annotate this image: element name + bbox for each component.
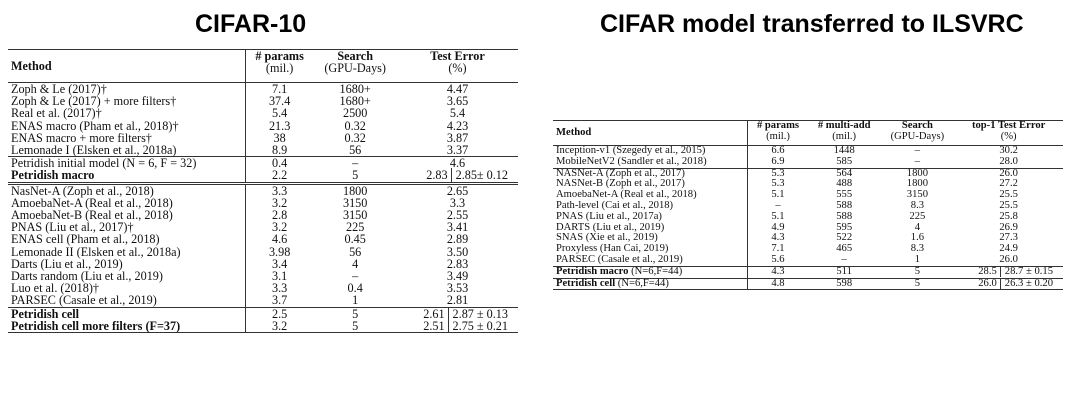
method-name: PNAS (Liu et al., 2017)† <box>11 220 134 235</box>
method-name: Petridish initial model (N = 6, F = 32) <box>11 156 197 171</box>
error-best: 26.0 <box>999 254 1018 266</box>
search-cell: 3150 <box>342 195 368 210</box>
error-best: 28.0 <box>999 155 1018 167</box>
params-cell: 7.1 <box>272 82 288 96</box>
error-best: 3.3 <box>449 195 466 210</box>
header-test-error: Test Error (%) <box>430 49 485 76</box>
params-cell: 5.1 <box>771 210 785 222</box>
error-best: 25.5 <box>999 200 1018 212</box>
params-cell: 5.1 <box>771 189 785 201</box>
error-mean-std: 28.7 ± 0.15 <box>1000 266 1053 277</box>
params-cell: 3.4 <box>272 256 288 271</box>
method-name: SNAS (Xie et al., 2019) <box>556 232 658 244</box>
params-cell: 5.3 <box>748 168 808 179</box>
params-cell: 2.2 <box>272 168 288 183</box>
method-name: Zoph & Le (2017) + more filters† <box>11 94 177 109</box>
search-cell: 1680+ <box>339 94 371 109</box>
method-name: Lemonade I (Elsken et al., 2018a) <box>11 143 177 158</box>
multi-add-cell: 511 <box>808 266 881 278</box>
multi-add-cell: 465 <box>836 243 853 255</box>
method-cell <box>553 278 748 290</box>
error-best: 5.4 <box>449 106 466 121</box>
search-cell: 1800 <box>313 183 397 197</box>
search-cell: 5 <box>881 278 955 290</box>
params-cell: 3.2 <box>272 195 288 210</box>
error-cell <box>954 266 1063 278</box>
method-cell <box>8 183 245 197</box>
error-best: 4.6 <box>449 156 466 171</box>
method-name: PARSEC (Casale et al., 2019) <box>556 254 683 266</box>
error-cell <box>954 278 1063 290</box>
error-best: 3.49 <box>446 269 469 284</box>
multi-add-cell: 588 <box>836 210 853 222</box>
method-cell <box>8 294 245 307</box>
table-row <box>553 266 1063 278</box>
error-best: 3.50 <box>446 244 469 259</box>
method-name: AmoebaNet-B (Real et al., 2018) <box>11 208 173 223</box>
search-cell: 56 <box>349 143 362 158</box>
search-cell: 0.45 <box>344 232 366 247</box>
ilsvrc-heading: CIFAR model transferred to ILSVRC <box>600 10 1024 38</box>
header-search: Search (GPU-Days) <box>890 120 945 142</box>
multi-add-cell: 522 <box>836 232 853 244</box>
method-config: (N=6,F=44) <box>628 265 683 277</box>
error-cell <box>954 157 1063 168</box>
search-cell: 225 <box>909 210 926 222</box>
params-cell: 5.4 <box>272 106 288 121</box>
search-cell: 0.32 <box>344 130 366 145</box>
params-cell: 3.2 <box>272 318 288 333</box>
method-name: ENAS macro (Pham et al., 2018)† <box>11 118 179 133</box>
error-mean-std: 26.3 ± 0.20 <box>1000 278 1053 289</box>
table-row <box>8 169 518 183</box>
error-best: 27.3 <box>999 232 1018 244</box>
params-cell: 3.2 <box>272 220 288 235</box>
table-row <box>8 183 518 197</box>
method-cell <box>8 320 245 333</box>
ilsvrc-table-body <box>553 146 1063 290</box>
multi-add-cell: 488 <box>836 178 853 190</box>
method-cell <box>8 144 245 157</box>
search-cell: 5 <box>352 168 359 183</box>
method-cell <box>553 266 748 278</box>
method-name: Inception-v1 (Szegedy et al., 2015) <box>556 145 706 157</box>
table-row <box>553 157 1063 168</box>
error-best: 3.37 <box>446 143 469 158</box>
error-best: 26.9 <box>999 221 1018 233</box>
params-cell: 7.1 <box>771 243 785 255</box>
header-method: Method <box>8 50 245 83</box>
method-name: Petridish cell <box>11 306 80 321</box>
table-row <box>8 320 518 333</box>
method-name: Darts (Liu et al., 2019) <box>11 256 123 271</box>
header-search: Search (GPU-Days) <box>324 49 386 76</box>
error-mean-std: 2.85± 0.12 <box>451 168 508 182</box>
table-row <box>8 294 518 307</box>
method-name: NASNet-A (Zoph et al., 2017) <box>556 167 685 179</box>
search-cell: 1800 <box>906 178 928 190</box>
params-cell: 3.3 <box>245 183 313 197</box>
params-cell: 6.6 <box>771 145 785 157</box>
multi-add-cell: – <box>841 254 847 266</box>
params-cell: 3.3 <box>272 281 288 296</box>
error-best: 3.53 <box>446 281 469 296</box>
search-cell: 2500 <box>342 106 368 121</box>
method-name: AmoebaNet-A (Real et al., 2018) <box>11 195 173 210</box>
table-row <box>553 278 1063 290</box>
error-mean-std: 2.75 ± 0.21 <box>448 319 508 333</box>
method-name: NasNet-A (Zoph et al., 2018) <box>11 183 154 198</box>
params-cell: 2.5 <box>245 307 313 320</box>
error-cell <box>954 255 1063 266</box>
params-cell: 37.4 <box>268 94 291 109</box>
error-best: 3.87 <box>446 130 469 145</box>
multi-add-cell: 585 <box>836 155 853 167</box>
search-cell: 0.32 <box>344 118 366 133</box>
error-mean-std: 2.87 ± 0.13 <box>448 307 508 321</box>
header-params: # params (mil.) <box>756 120 800 142</box>
header-top1-error: top-1 Test Error (%) <box>971 120 1046 142</box>
params-cell: 21.3 <box>268 118 291 133</box>
error-best: 27.2 <box>999 178 1018 190</box>
error-best: 4.23 <box>446 118 469 133</box>
params-cell: 5.6 <box>771 254 785 266</box>
table-row <box>8 144 518 157</box>
header-params: # params (mil.) <box>255 49 304 76</box>
params-cell: 6.9 <box>771 155 785 167</box>
search-cell: 5 <box>881 266 955 278</box>
search-cell: 5 <box>313 307 397 320</box>
method-name: Petridish cell <box>556 277 616 289</box>
cifar10-table-body <box>8 83 518 333</box>
multi-add-cell: 588 <box>836 200 853 212</box>
error-best: 26.0 <box>999 167 1018 179</box>
search-cell: 1680+ <box>339 82 371 96</box>
method-name: DARTS (Liu et al., 2019) <box>556 221 665 233</box>
multi-add-cell: 595 <box>836 221 853 233</box>
search-cell: 1 <box>352 293 359 308</box>
multi-add-cell: 1448 <box>833 145 855 157</box>
method-name: Lemonade II (Elsken et al., 2018a) <box>11 244 181 259</box>
search-cell: 1 <box>914 254 921 266</box>
method-name: PARSEC (Casale et al., 2019) <box>11 293 157 308</box>
params-cell: – <box>775 200 781 212</box>
params-cell: 8.9 <box>272 143 288 158</box>
method-name: Luo et al. (2018)† <box>11 281 99 296</box>
table-row <box>553 255 1063 266</box>
cifar10-heading: CIFAR-10 <box>195 10 307 38</box>
error-best: 28.5 <box>978 265 997 277</box>
search-cell: – <box>914 155 921 167</box>
method-name: Petridish macro <box>11 168 95 183</box>
method-name: Proxyless (Han Cai, 2019) <box>556 243 669 255</box>
params-cell: 4.3 <box>771 232 785 244</box>
params-cell: 3.7 <box>272 293 288 308</box>
table-header-row <box>8 50 518 83</box>
error-cell <box>397 320 518 333</box>
error-best: 30.2 <box>999 145 1018 157</box>
search-cell: 4 <box>914 221 921 233</box>
search-cell: 8.3 <box>910 200 925 212</box>
error-best: 2.83 <box>446 256 469 271</box>
method-name: AmoebaNet-A (Real et al., 2018) <box>556 189 697 201</box>
error-best: 4.47 <box>446 82 469 96</box>
multi-add-cell: 598 <box>808 278 881 290</box>
error-best: 25.5 <box>999 189 1018 201</box>
multi-add-cell: 555 <box>836 189 853 201</box>
params-cell: 5.3 <box>771 178 785 190</box>
error-best: 3.41 <box>446 220 469 235</box>
method-name: NASNet-B (Zoph et al., 2017) <box>556 178 685 190</box>
params-cell: 4.6 <box>272 232 288 247</box>
search-cell: 4 <box>352 256 359 271</box>
error-cell <box>397 169 518 183</box>
header-method: Method <box>553 121 748 146</box>
error-best: 24.9 <box>999 243 1018 255</box>
method-cell <box>553 157 748 168</box>
method-name: Real et al. (2017)† <box>11 106 102 121</box>
error-cell <box>397 294 518 307</box>
method-name: Petridish cell more filters (F=37) <box>11 318 181 333</box>
params-cell: 4.9 <box>771 221 785 233</box>
search-cell: 1.6 <box>910 232 925 244</box>
error-best: 2.61 <box>423 306 445 321</box>
params-cell: 2.8 <box>272 208 288 223</box>
error-best: 2.81 <box>446 293 469 308</box>
error-best: 26.0 <box>978 277 997 289</box>
search-cell: 3150 <box>342 208 368 223</box>
params-cell: 38 <box>273 130 286 145</box>
method-name: MobileNetV2 (Sandler et al., 2018) <box>556 155 707 167</box>
params-cell: 0.4 <box>245 157 313 170</box>
search-cell: – <box>352 269 359 284</box>
method-cell <box>8 169 245 183</box>
search-cell: 1800 <box>881 168 955 179</box>
method-name: Zoph & Le (2017)† <box>11 82 107 96</box>
cifar10-results-table <box>8 49 518 333</box>
method-name: Darts random (Liu et al., 2019) <box>11 269 163 284</box>
error-best: 25.8 <box>999 210 1018 222</box>
search-cell: 3150 <box>906 189 928 201</box>
error-cell <box>397 183 518 197</box>
search-cell: 0.4 <box>347 281 363 296</box>
error-best: 2.55 <box>446 208 469 223</box>
search-cell: 225 <box>346 220 365 235</box>
multi-add-cell: 564 <box>808 168 881 179</box>
params-cell: 3.1 <box>272 269 288 284</box>
error-cell <box>397 307 518 320</box>
error-best: 2.83 <box>426 168 448 183</box>
header-multi-add: # multi-add (mil.) <box>817 120 871 142</box>
params-cell: 3.98 <box>268 244 291 259</box>
error-best: 2.89 <box>446 232 469 247</box>
method-name: ENAS cell (Pham et al., 2018) <box>11 232 160 247</box>
table-header-row <box>553 121 1063 146</box>
method-cell <box>553 255 748 266</box>
search-cell: 5 <box>352 318 359 333</box>
params-cell: 4.8 <box>748 278 808 290</box>
error-best: 2.51 <box>423 318 445 333</box>
search-cell: 8.3 <box>910 243 925 255</box>
error-best: 3.65 <box>446 94 469 109</box>
search-cell: – <box>914 145 921 157</box>
params-cell: 4.3 <box>748 266 808 278</box>
error-cell <box>397 144 518 157</box>
search-cell: – <box>313 157 397 170</box>
error-best: 2.65 <box>446 183 469 198</box>
method-name: PNAS (Liu et al., 2017a) <box>556 210 662 222</box>
ilsvrc-results-table <box>553 120 1063 290</box>
method-name: ENAS macro + more filters† <box>11 130 152 145</box>
method-config: (N=6,F=44) <box>615 277 669 289</box>
method-name: Petridish macro <box>556 265 629 277</box>
search-cell: 56 <box>349 244 362 259</box>
method-name: Path-level (Cai et al., 2018) <box>556 200 674 212</box>
